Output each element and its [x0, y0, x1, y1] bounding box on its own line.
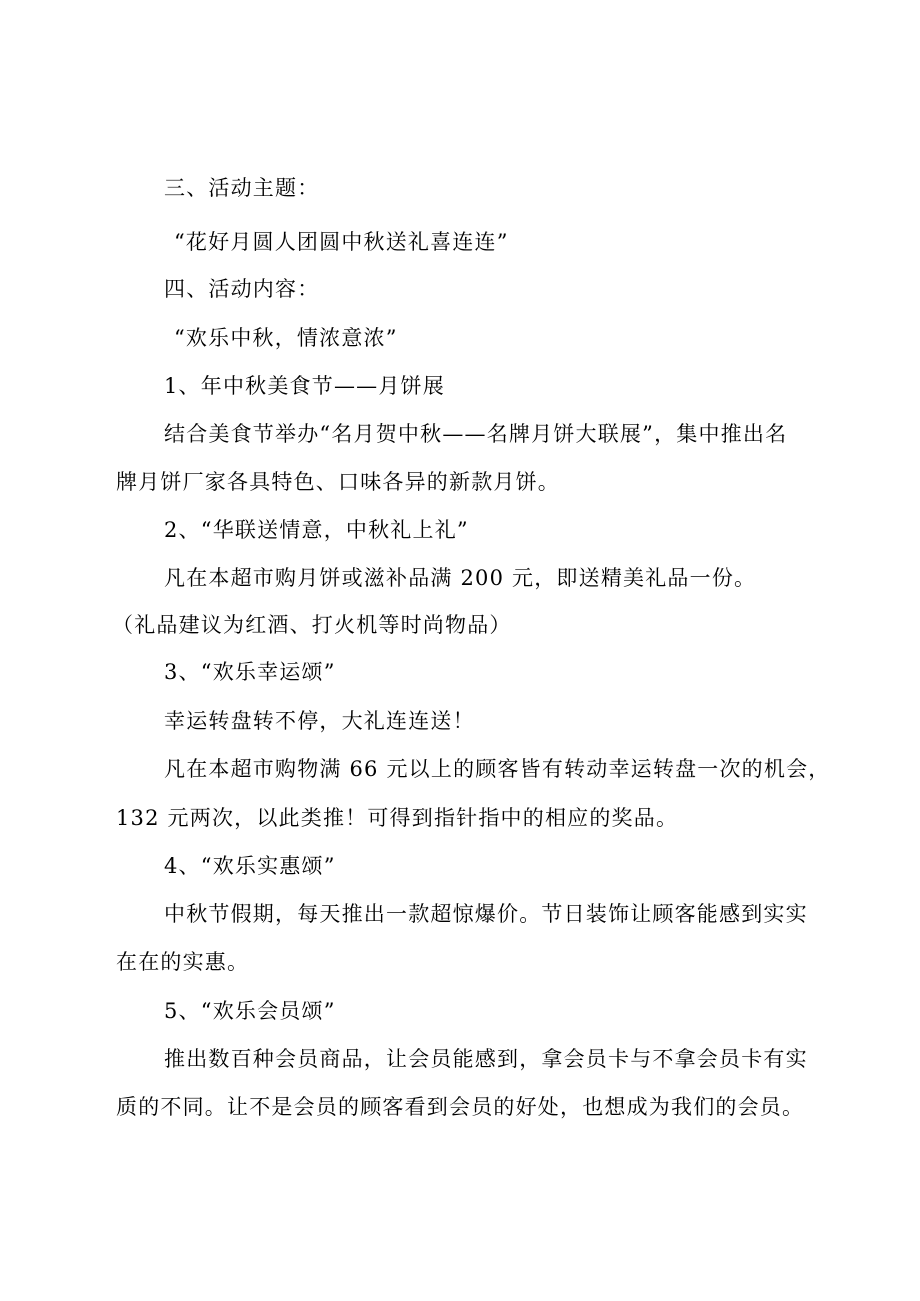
item-1-text-line-2: 牌月饼厂家各具特色、口味各异的新款月饼。 [116, 470, 560, 494]
item-1-title: 1、年中秋美食节——月饼展 [164, 374, 445, 398]
item-2-title: 2、“华联送情意，中秋礼上礼” [164, 518, 469, 542]
item-4-text-line-2: 在在的实惠。 [116, 950, 250, 974]
item-2-text-line-1: 凡在本超市购月饼或滋补品满 200 元，即送精美礼品一份。 [164, 566, 757, 590]
section-heading-content: 四、活动内容： [164, 277, 320, 301]
section-heading-theme: 三、活动主题： [164, 176, 320, 200]
item-5-title: 5、“欢乐会员颂” [164, 999, 336, 1023]
theme-slogan: “花好月圆人团圆中秋送礼喜连连” [174, 230, 509, 254]
item-3-text-line-1: 幸运转盘转不停，大礼连连送！ [164, 709, 475, 733]
item-5-text-line-1: 推出数百种会员商品，让会员能感到，拿会员卡与不拿会员卡有实 [164, 1047, 808, 1071]
item-4-title: 4、“欢乐实惠颂” [164, 854, 336, 878]
item-1-text-line-1: 结合美食节举办“名月贺中秋——名牌月饼大联展”，集中推出名 [164, 422, 788, 446]
item-3-text-line-3: 132 元两次，以此类推！可得到指针指中的相应的奖品。 [116, 806, 679, 830]
item-3-title: 3、“欢乐幸运颂” [164, 660, 336, 684]
content-slogan: “欢乐中秋，情浓意浓” [174, 326, 398, 350]
item-5-text-line-2: 质的不同。让不是会员的顾客看到会员的好处，也想成为我们的会员。 [116, 1095, 805, 1119]
item-4-text-line-1: 中秋节假期，每天推出一款超惊爆价。节日装饰让顾客能感到实实 [164, 902, 808, 926]
item-3-text-line-2: 凡在本超市购物满 66 元以上的顾客皆有转动幸运转盘一次的机会， [164, 757, 831, 781]
item-2-text-note: （礼品建议为红酒、打火机等时尚物品） [112, 613, 512, 637]
